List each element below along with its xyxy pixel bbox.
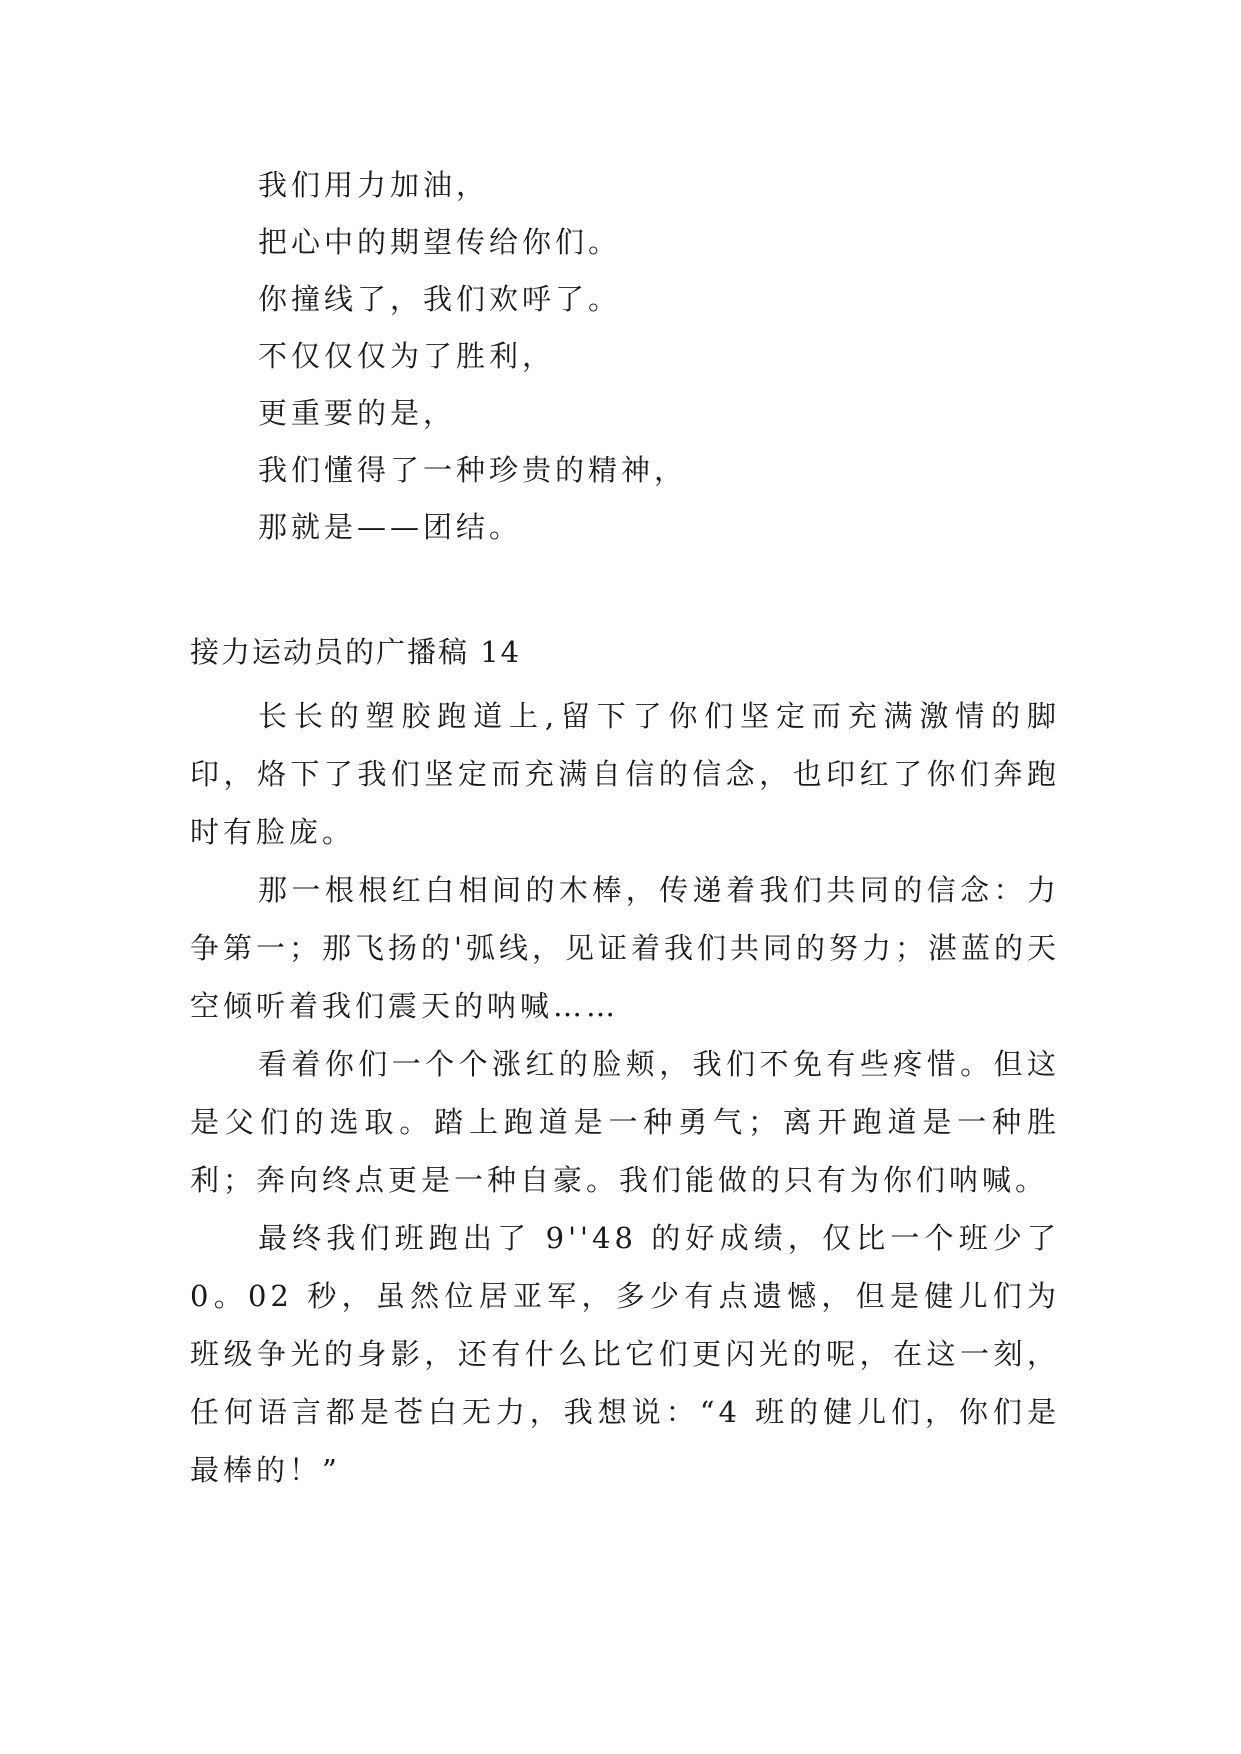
paragraph-1: 长长的塑胶跑道上,留下了你们坚定而充满激情的脚印，烙下了我们坚定而充满自信的信念，也印红了你们奔跑时有脸庞。	[190, 699, 1060, 849]
poem-line-4: 不仅仅仅为了胜利，	[258, 339, 556, 373]
poem-line-1: 我们用力加油，	[258, 168, 490, 202]
poem-line-5: 更重要的是，	[258, 396, 457, 430]
section-title: 接力运动员的广播稿 14	[190, 635, 522, 669]
poem-line-6: 我们懂得了一种珍贵的精神，	[258, 453, 688, 487]
paragraph-4: 最终我们班跑出了 9''48 的好成绩，仅比一个班少了 0。02 秒，虽然位居亚军，多少有点遗憾，但是健儿们为班级争光的身影，还有什么比它们更闪光的呢，在这一刻，任何语言都是苍白无力，我想说：“4 班的健儿们，你们是最棒的！”	[190, 1221, 1060, 1487]
poem-line-3: 你撞线了，我们欢呼了。	[258, 282, 622, 316]
poem-line-7: 那就是——团结。	[258, 510, 523, 544]
poem-line-2: 把心中的期望传给你们。	[258, 225, 622, 259]
paragraph-2: 那一根根红白相间的木棒，传递着我们共同的信念：力争第一；那飞扬的'弧线，见证着我们共同的努力；湛蓝的天空倾听着我们震天的呐喊……	[190, 873, 1060, 1023]
paragraph-3: 看着你们一个个涨红的脸颊，我们不免有些疼惜。但这是父们的选取。踏上跑道是一种勇气；离开跑道是一种胜利；奔向终点更是一种自豪。我们能做的只有为你们呐喊。	[190, 1047, 1060, 1197]
